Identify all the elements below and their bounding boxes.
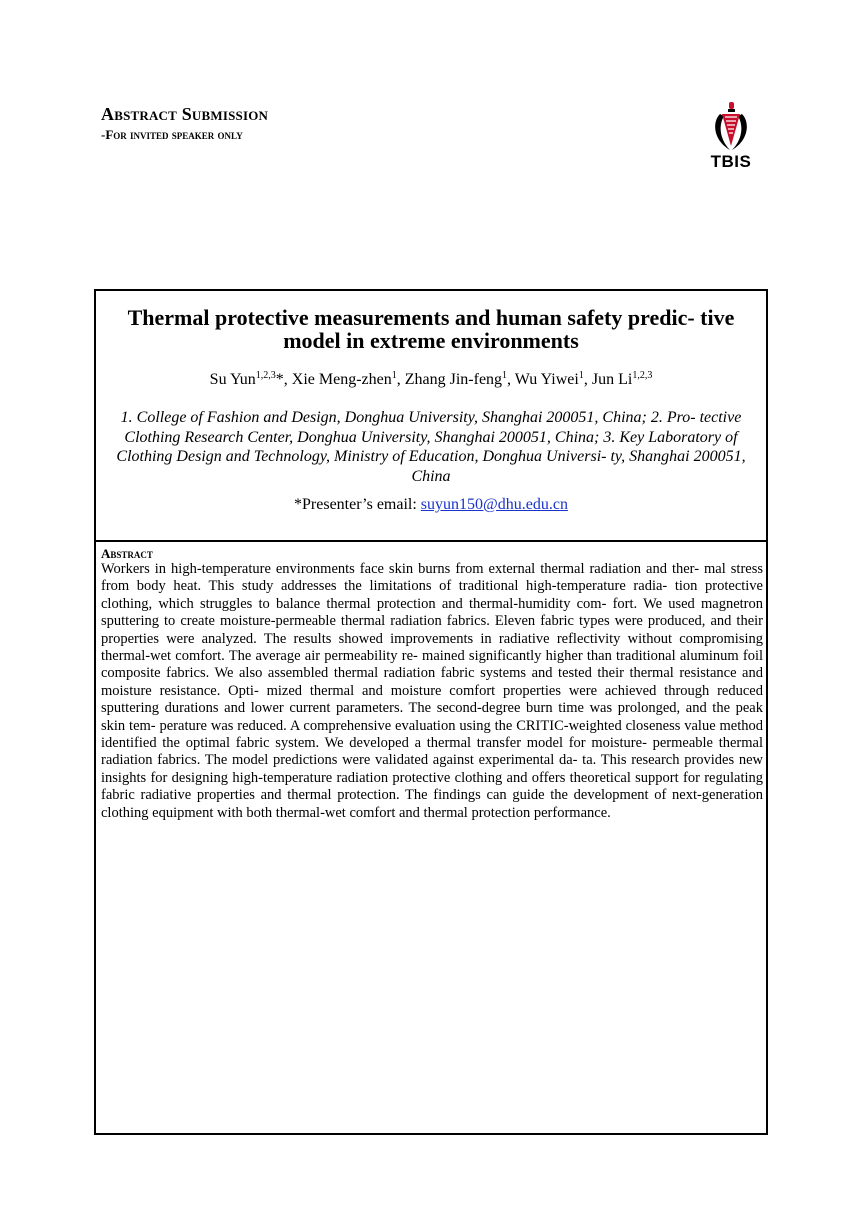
- abstract-heading: Abstract: [101, 546, 153, 561]
- author: Su Yun$^{1,2,3}$*,: [209, 370, 292, 388]
- header-subtitle: -For invited speaker only: [101, 127, 243, 142]
- email-label: *Presenter’s email:: [294, 496, 421, 513]
- email-link[interactable]: suyun150@dhu.edu.cn: [420, 496, 568, 513]
- logo-text: TBIS: [710, 152, 752, 171]
- affiliations: 1. College of Fashion and Design, Donghua University, Shanghai 200051, China; 2. Pro- tective Clothing Research Center, Donghua University, Shanghai 200051, China; 3. Key Laboratory of Clothing Design and Technology, Ministry of Education, Donghua Universi- ty, Shanghai 200051, China: [116, 409, 746, 485]
- author-list: [106, 370, 756, 390]
- header-title: Abstract Submission: [101, 104, 269, 124]
- tbis-logo: [700, 100, 762, 175]
- abstract-frame: [94, 289, 768, 1135]
- author: Xie Meng-zhen$^1$,: [291, 370, 405, 388]
- presenter-email-line: [106, 495, 756, 515]
- abstract-text: Workers in high-temperature environments face skin burns from external thermal radiation and ther- mal stress from body heat. This study addresses the limitations of traditional high-temperature radia- tion protective clothing, which struggles to balance thermal protection and thermal-humidity com- fort. We used magnetron sputtering to create moisture-permeable thermal radiation fabrics. Eleven fabric types were produced, and their properties were analyzed. The results showed improvements in radiative reflectivity without compromising thermal-wet comfort. The average air permeability re- mained significantly higher than traditional aluminum foil composite fabrics. We also assembled thermal radiation fabric systems and tested their thermal resistance and moisture resistance. Opti- mized thermal and moisture comfort properties were achieved through reduced sputtering durations and lower current parameters. The second-degree burn time was prolonged, and the peak skin tem- perature was reduced. A comprehensive evaluation using the CRITIC-weighted closeness value method identified the optimal fabric system. We developed a thermal transfer model for moisture- permeable thermal radiation fabrics. The model predictions were validated against experimental da- ta. This research provides new insights for designing high-temperature radiation protective clothing and offers theoretical support for regulating fabric radiative properties and thermal protection. The findings can guide the development of next-generation clothing equipment with both thermal-wet comfort and thermal protection performance.: [101, 561, 763, 821]
- section-divider: [96, 540, 766, 542]
- author: Wu Yiwei$^1$,: [514, 370, 592, 388]
- author: Zhang Jin-feng$^1$,: [404, 370, 515, 388]
- tbis-shield-icon: [710, 100, 752, 152]
- paper-title: Thermal protective measurements and human safety predic- tive model in extreme environments: [127, 305, 735, 353]
- author: Jun Li$^{1,2,3}$: [591, 370, 653, 388]
